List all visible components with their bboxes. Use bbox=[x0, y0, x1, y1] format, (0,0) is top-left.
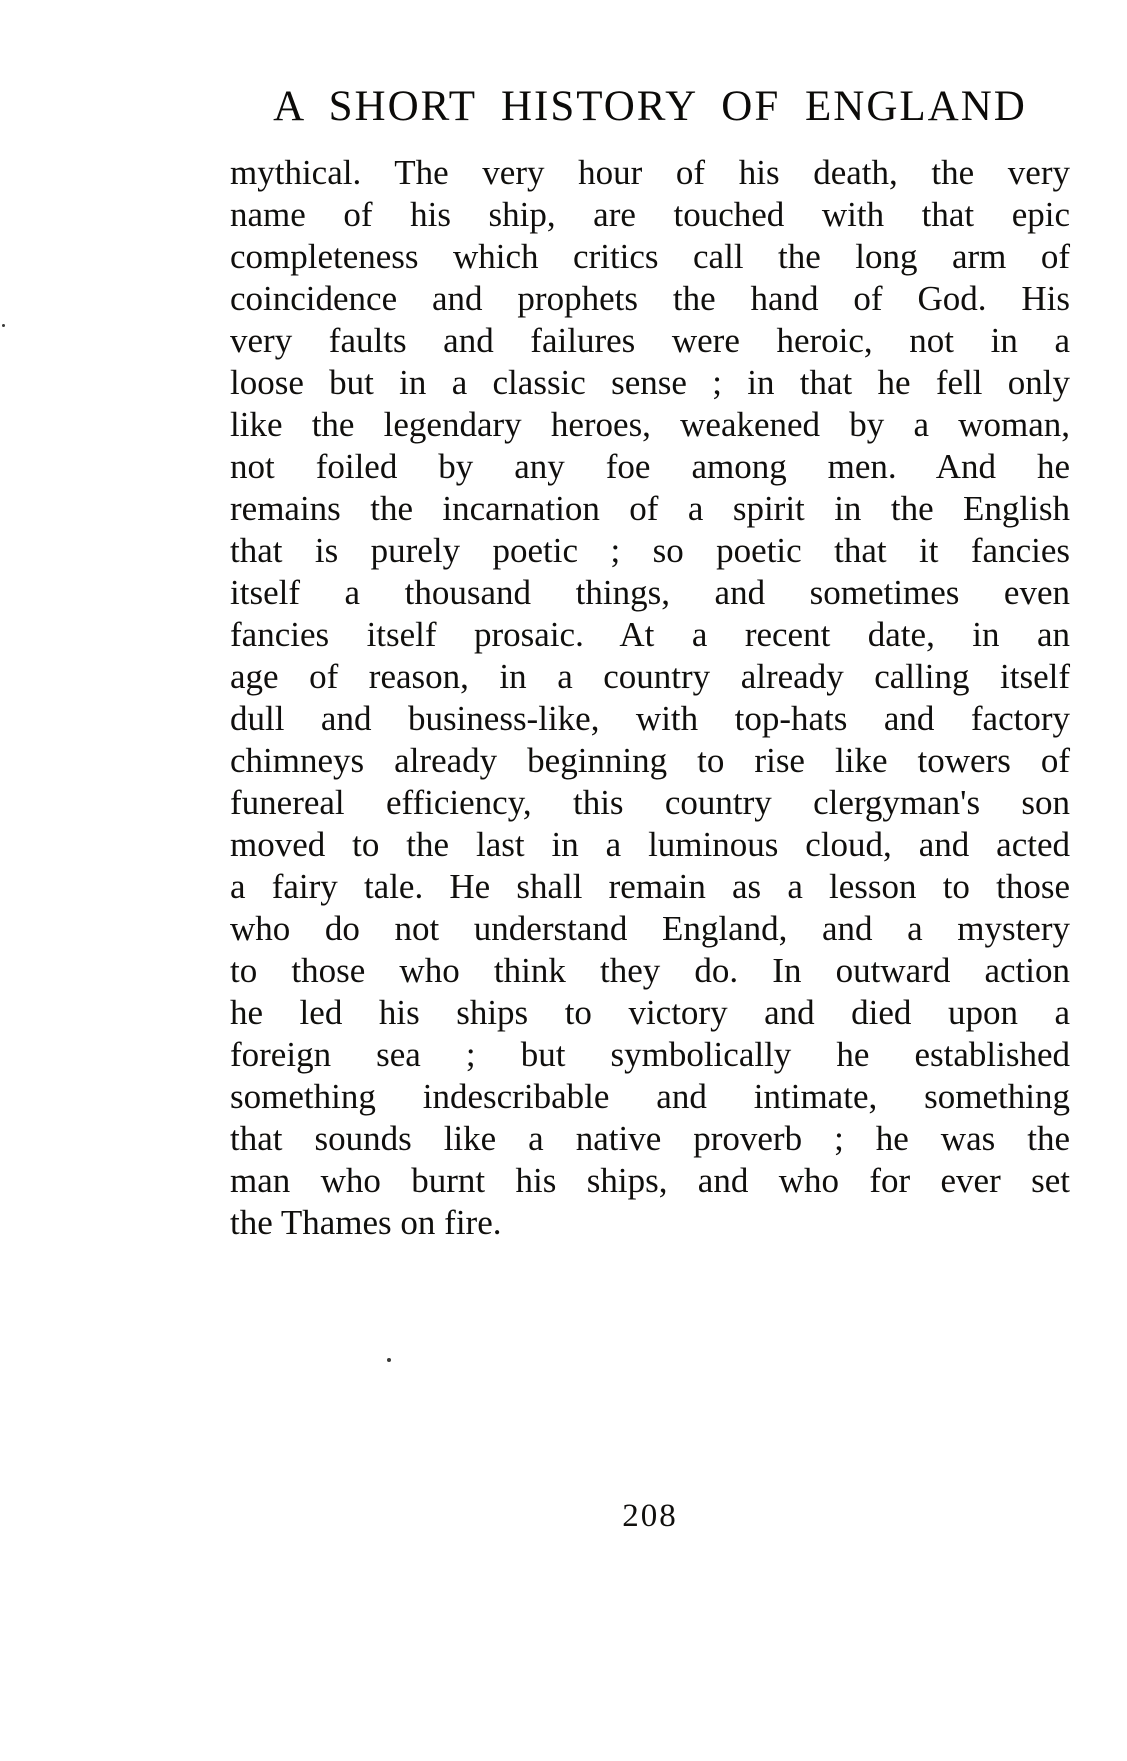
text-line: chimneys already beginning to rise like towers of bbox=[230, 741, 1070, 780]
text-line: to those who think they do. In outward action bbox=[230, 951, 1070, 990]
text-line: that sounds like a native proverb ; he was the bbox=[230, 1119, 1070, 1158]
running-head-title: A SHORT HISTORY OF ENGLAND bbox=[273, 83, 1027, 130]
text-line: age of reason, in a country already calling itself bbox=[230, 657, 1070, 696]
text-line: very faults and failures were heroic, not in a bbox=[230, 321, 1070, 360]
text-line: coincidence and prophets the hand of God. His bbox=[230, 279, 1070, 318]
text-line: itself a thousand things, and sometimes even bbox=[230, 573, 1070, 612]
text-line: loose but in a classic sense ; in that he fell only bbox=[230, 363, 1070, 402]
text-line: the Thames on fire. bbox=[230, 1203, 502, 1242]
text-line: remains the incarnation of a spirit in the English bbox=[230, 489, 1070, 528]
text-line: who do not understand England, and a mystery bbox=[230, 909, 1070, 948]
text-line: dull and business-like, with top-hats and factory bbox=[230, 699, 1070, 738]
text-line: he led his ships to victory and died upon a bbox=[230, 993, 1070, 1032]
text-line: moved to the last in a luminous cloud, and acted bbox=[230, 825, 1070, 864]
text-line: fancies itself prosaic. At a recent date, in an bbox=[230, 615, 1070, 654]
text-line: name of his ship, are touched with that epic bbox=[230, 195, 1070, 234]
scan-speck bbox=[387, 1358, 391, 1362]
text-line: funereal efficiency, this country clergyman's son bbox=[230, 783, 1070, 822]
body-text-block bbox=[230, 152, 1070, 1244]
text-line: like the legendary heroes, weakened by a woman, bbox=[230, 405, 1070, 444]
text-line: not foiled by any foe among men. And he bbox=[230, 447, 1070, 486]
text-line: a fairy tale. He shall remain as a lesson to those bbox=[230, 867, 1070, 906]
text-line: foreign sea ; but symbolically he established bbox=[230, 1035, 1070, 1074]
text-line: man who burnt his ships, and who for ever set bbox=[230, 1161, 1070, 1200]
text-line: something indescribable and intimate, something bbox=[230, 1077, 1070, 1116]
text-line: that is purely poetic ; so poetic that it fancies bbox=[230, 531, 1070, 570]
page-number: 208 bbox=[622, 1498, 678, 1534]
text-line: completeness which critics call the long arm of bbox=[230, 237, 1070, 276]
text-line: mythical. The very hour of his death, the very bbox=[230, 153, 1070, 192]
scan-speck bbox=[2, 324, 5, 327]
